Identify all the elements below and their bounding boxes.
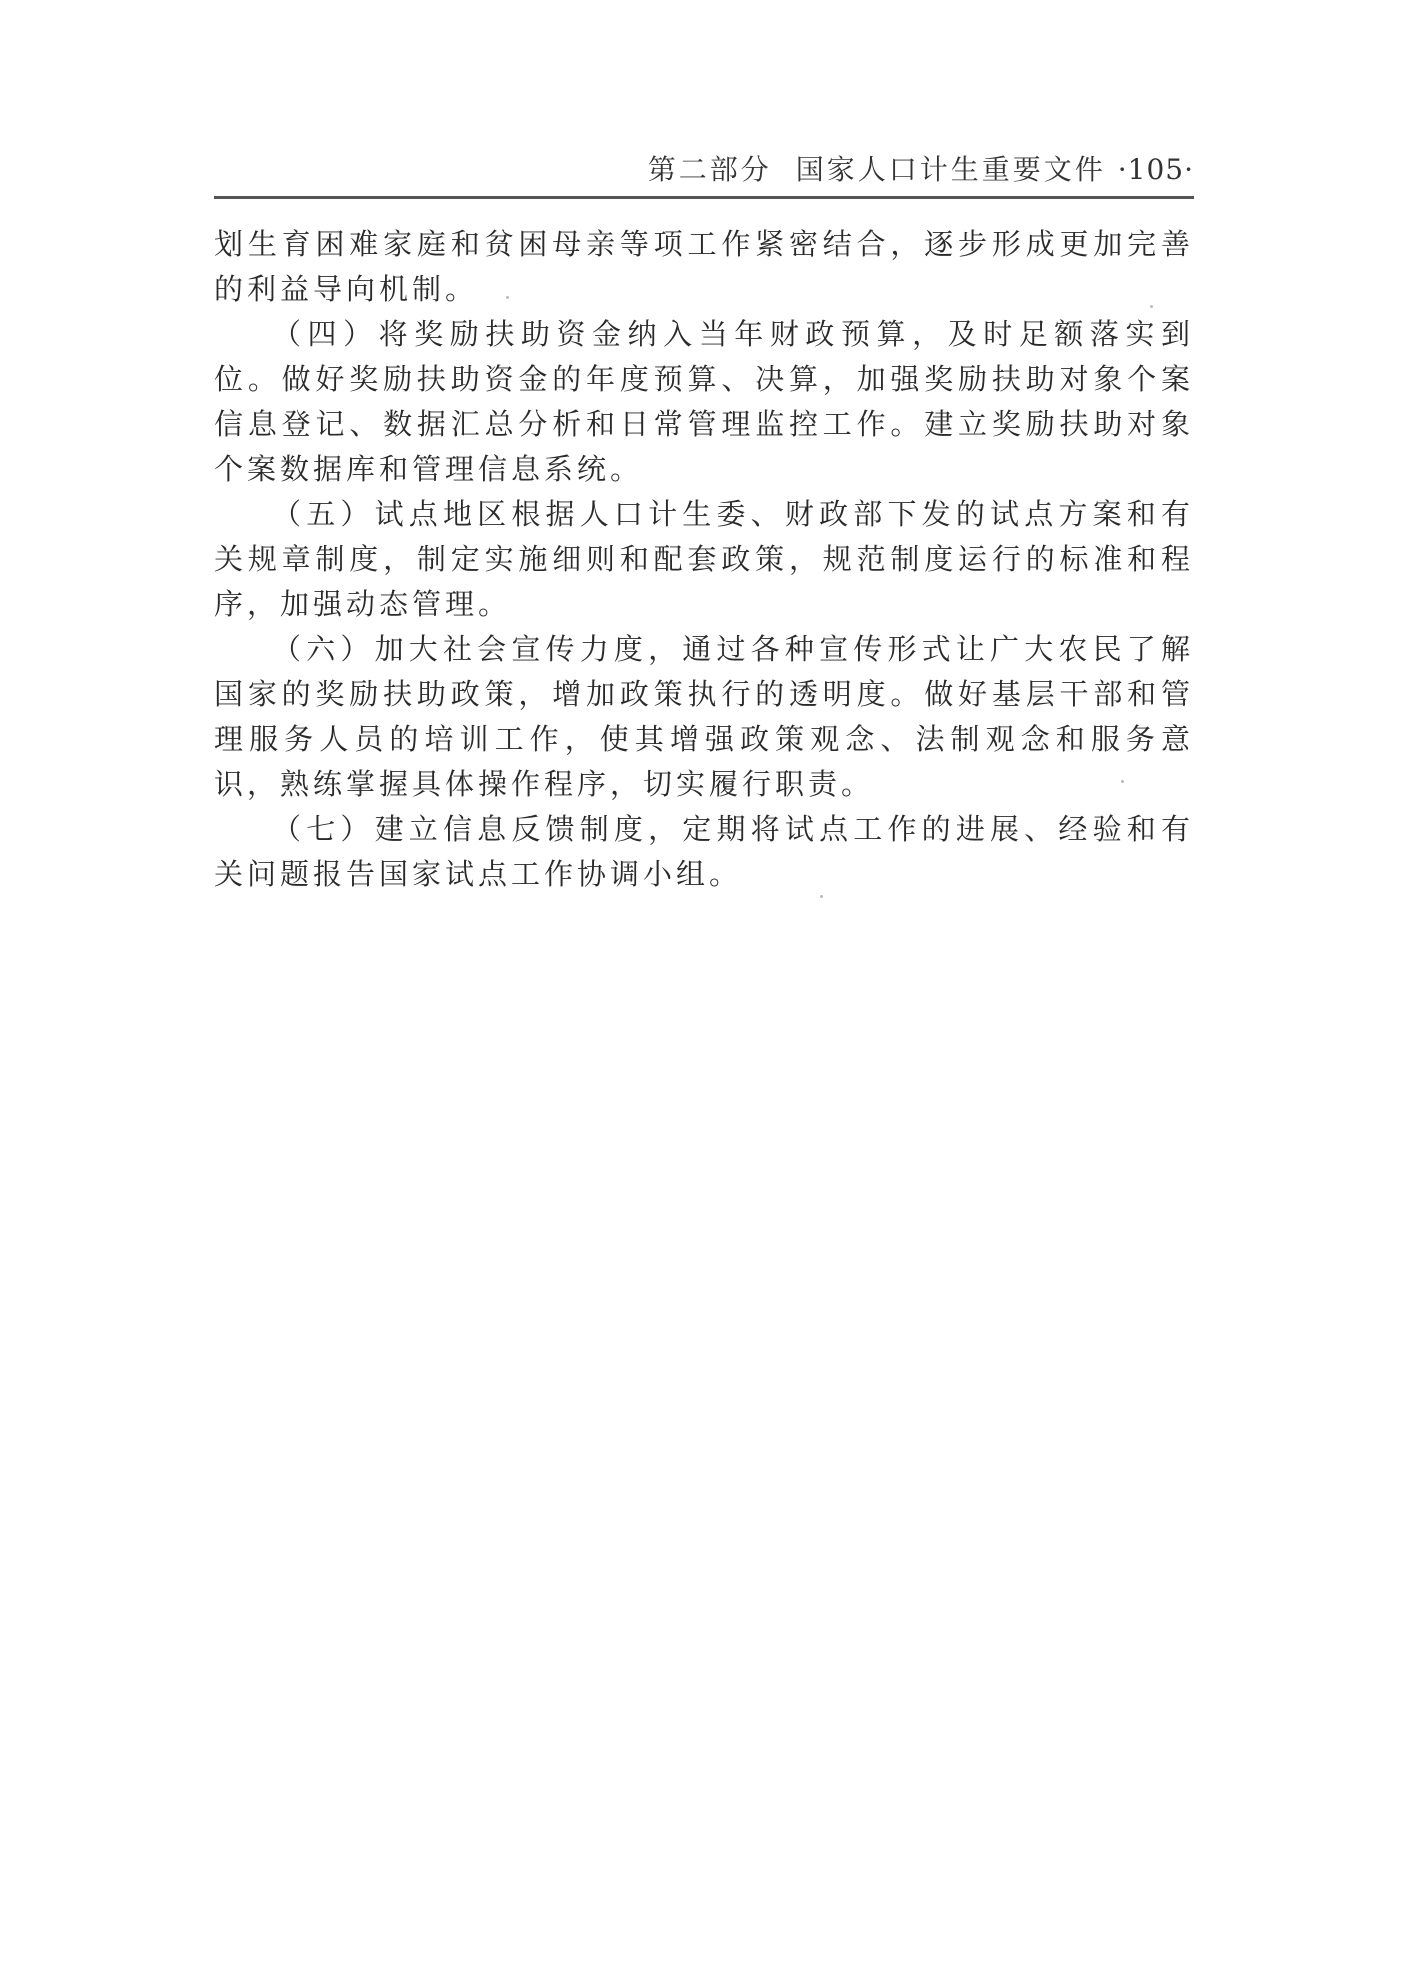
running-header [214,146,1194,194]
header-section: 第二部分 [647,153,772,186]
page-number: ·105· [1117,153,1194,186]
paragraph-item-4: （四）将奖励扶助资金纳入当年财政预算，及时足额落实到位。做好奖励扶助资金的年度预算、决算，加强奖励扶助对象个案信息登记、数据汇总分析和日常管理监控工作。建立奖励扶助对象个案数据库和管理信息系统。 [214,317,1194,486]
paragraph-continuation: 划生育困难家庭和贫困母亲等项工作紧密结合，逐步形成更加完善的利益导向机制。 [214,227,1194,306]
header-title: 国家人口计生重要文件 [795,153,1106,186]
scan-speck [506,296,509,299]
paragraph-item-5: （五）试点地区根据人口计生委、财政部下发的试点方案和有关规章制度，制定实施细则和配套政策，规范制度运行的标准和程序，加强动态管理。 [214,497,1194,621]
scan-speck [820,895,823,898]
body-text [214,222,1194,897]
header-rule [214,196,1194,199]
scan-speck [1150,305,1153,308]
scan-speck [1121,780,1124,783]
paragraph-item-6: （六）加大社会宣传力度，通过各种宣传形式让广大农民了解国家的奖励扶助政策，增加政策执行的透明度。做好基层干部和管理服务人员的培训工作，使其增强政策观念、法制观念和服务意识，熟练掌握具体操作程序，切实履行职责。 [214,632,1194,801]
paragraph-item-7: （七）建立信息反馈制度，定期将试点工作的进展、经验和有关问题报告国家试点工作协调小组。 [214,812,1194,891]
